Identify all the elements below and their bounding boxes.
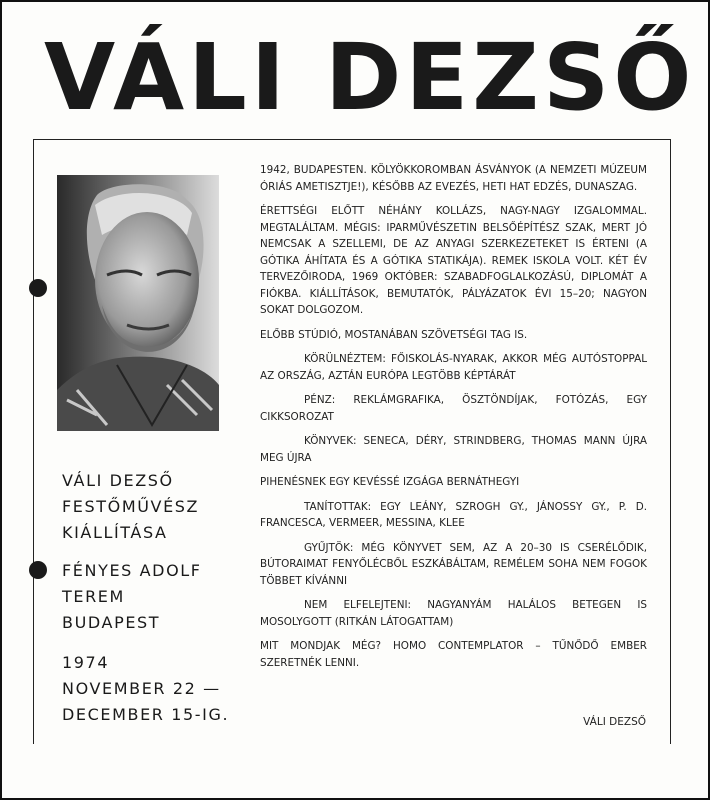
info-line: NOVEMBER 22 —: [62, 679, 221, 698]
binder-hole-bottom: [29, 561, 47, 579]
page-title: VÁLI DEZSŐ: [44, 24, 696, 131]
bio-paragraph: GYŰJTÖK: MÉG KÖNYVET SEM, AZ A 20–30 IS CSERÉLŐDIK, BÚTORAIMAT FENYŐLÉCBŐL ESZKÁBÁLTAM, REMÉLEM SOHA NEM FOGOK TÖBBET KÍVÁNNI: [260, 541, 647, 587]
exhibition-title-block: [62, 468, 199, 546]
bio-paragraph: PÉNZ: REKLÁMGRAFIKA, ÖSZTÖNDÍJAK, FOTÓZÁS, EGY CIKKSOROZAT: [260, 394, 647, 423]
bio-paragraph: KÖRÜLNÉZTEM: FŐISKOLÁS-NYARAK, AKKOR MÉG AUTÓSTOPPAL AZ ORSZÁG, AZTÁN EURÓPA LEGTÖBB KÉPTÁRÁT: [260, 353, 647, 382]
biography-text: [260, 162, 647, 679]
artist-portrait-photo: [57, 175, 219, 431]
bio-paragraph: ELŐBB STÚDIÓ, MOSTANÁBAN SZÖVETSÉGI TAG IS.: [260, 328, 528, 341]
bio-paragraph: 1942, BUDAPESTEN. KÖLYÖKKOROMBAN ÁSVÁNYOK (A NEMZETI MÚZEUM ÓRIÁS AMETISZTJE!), KÉSŐBB AZ EVEZÉS, HETI HAT EDZÉS, DUNASZAG.: [260, 164, 647, 193]
binder-hole-top: [29, 279, 47, 297]
bio-paragraph: TANÍTOTTAK: EGY LEÁNY, SZROGH GY., JÁNOSSY GY., P. D. FRANCESCA, VERMEER, MESSINA, KLEE: [260, 500, 647, 529]
info-line: FÉNYES ADOLF: [62, 561, 202, 580]
info-line: KIÁLLÍTÁSA: [62, 523, 168, 542]
info-line: VÁLI DEZSŐ: [62, 471, 174, 490]
info-line: TEREM: [62, 587, 125, 606]
bio-paragraph: ÉRETTSÉGI ELŐTT NÉHÁNY KOLLÁZS, NAGY-NAGY IZGALOMMAL. MEGTALÁLTAM. MÉGIS: IPARMŰVÉSZETIN BELSŐÉPÍTÉSZ SZAK, MERT JÓ NEMCSAK A SZELLEMI, DE AZ ANYAGI SZERKEZETEKET IS ÉRTENI (A GÓTIKA ÁHÍTATA ÉS A GÓTIKA STATIKÁJA). REMEK ISKOLA VOLT. KÉT ÉV TERVEZŐIRODA, 1969 OKTÓBER: SZABADFOGLALKOZÁSÚ, DIPLOMÁT A FIÓKBA. KIÁLLÍTÁSOK, BEMUTATÓK, PÁLYÁZATOK ÉVI 15–20; NAGYON SOKAT DOLGOZOM.: [260, 205, 647, 316]
venue-block: [62, 558, 202, 636]
info-line: BUDAPEST: [62, 613, 161, 632]
info-line: DECEMBER 15-IG.: [62, 705, 230, 724]
bio-paragraph: MIT MONDJAK MÉG? HOMO CONTEMPLATOR – TŰNŐDŐ EMBER SZERETNÉK LENNI.: [260, 640, 647, 669]
signature: VÁLI DEZSŐ: [583, 716, 646, 728]
dates-block: [62, 650, 229, 728]
bio-paragraph: PIHENÉSNEK EGY KEVÉSSÉ IZGÁGA BERNÁTHEGYI: [260, 476, 520, 488]
info-line: FESTŐMŰVÉSZ: [62, 497, 200, 516]
bio-paragraph: KÖNYVEK: SENECA, DÉRY, STRINDBERG, THOMAS MANN ÚJRA MEG ÚJRA: [260, 435, 647, 464]
bio-paragraph: NEM ELFELEJTENI: NAGYANYÁM HALÁLOS BETEGEN IS MOSOLYGOTT (RITKÁN LÁTOGATTAM): [260, 599, 647, 628]
info-line: 1974: [62, 653, 110, 672]
